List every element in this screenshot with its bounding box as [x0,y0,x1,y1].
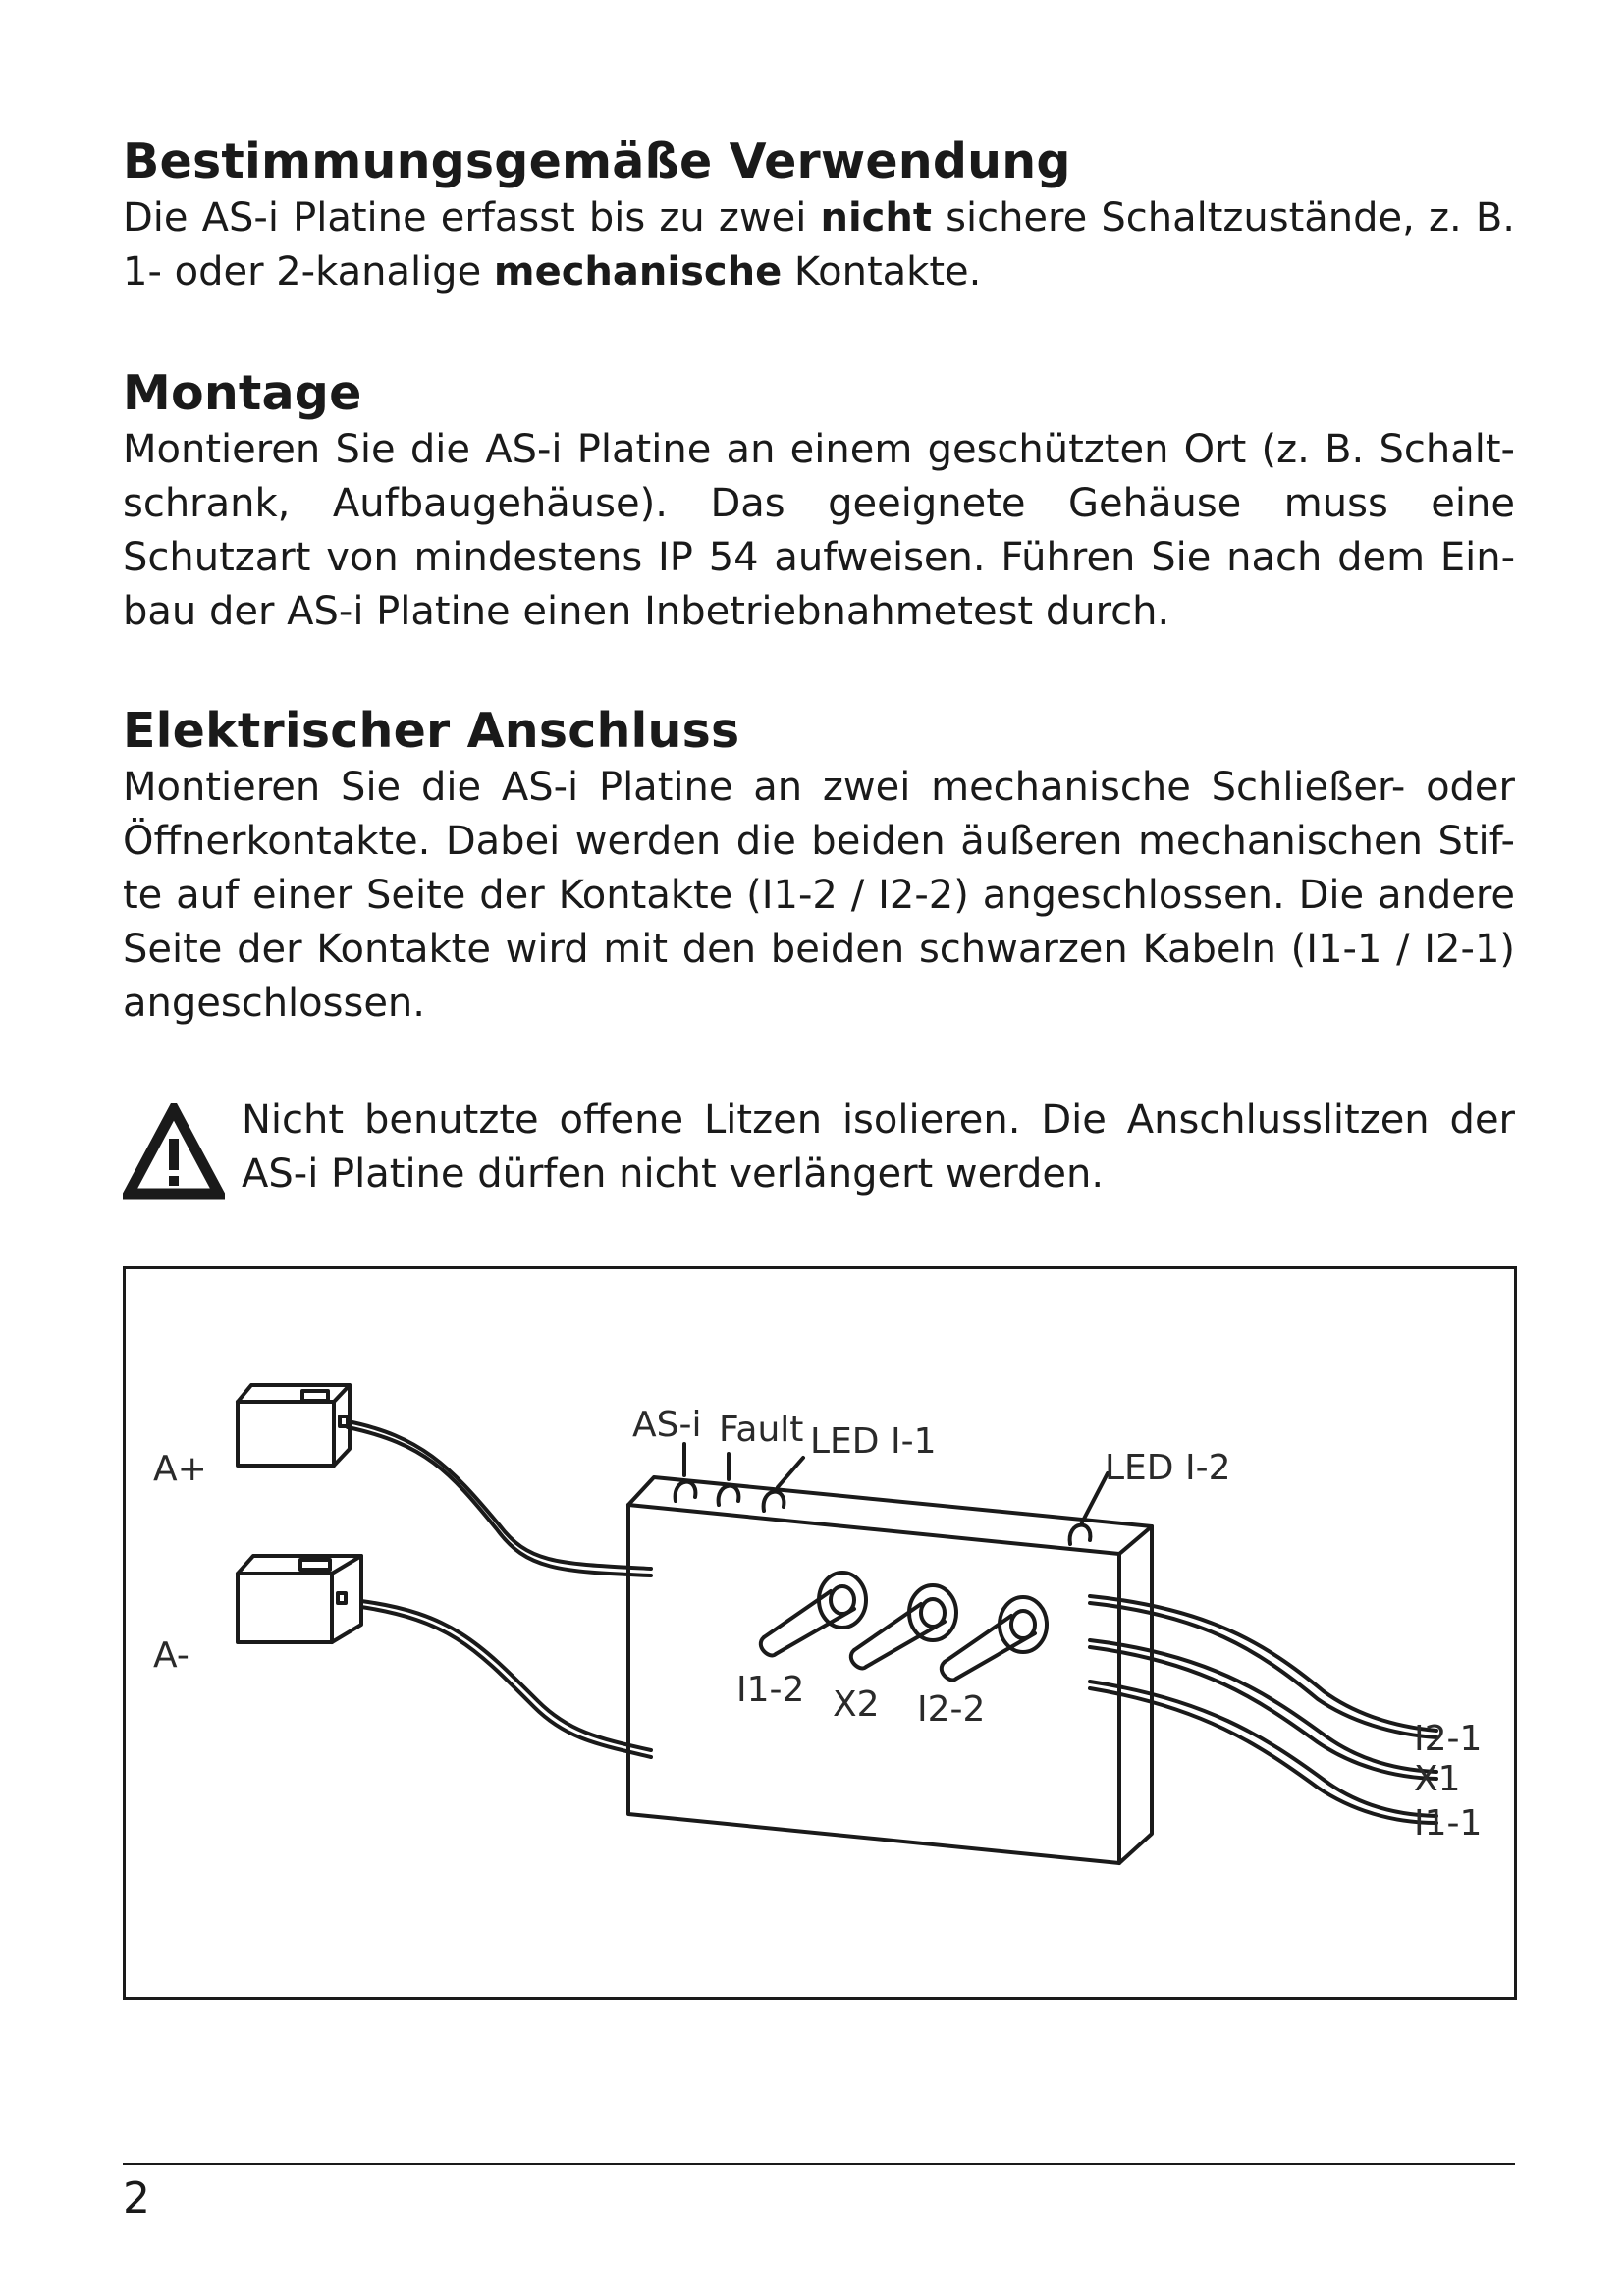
connector-a-minus [238,1556,361,1642]
heading-intended-use: Bestimmungsgemäße Verwendung [123,133,1071,189]
text-run: 1- oder 2-kanalige [123,249,494,294]
heading-electrical-connection: Elektrischer Anschluss [123,703,740,759]
label-a-minus: A- [153,1635,189,1676]
text-line: Nicht benutzte offene Litzen isolieren. Die Anschlusslitzen der [242,1097,1515,1143]
text-line: schrank, Aufbaugehäuse). Das geeignete Gehäuse muss eine [123,481,1515,526]
text-line: te auf einer Seite der Kontakte (I1-2 / I2-2) angeschlossen. Die andere [123,873,1515,918]
label-i1-2: I1-2 [736,1670,805,1710]
text-line: bau der AS-i Platine einen Inbetriebnahmetest durch. [123,589,1170,634]
wiring-diagram [123,1266,1517,2000]
warning-triangle-icon [123,1103,225,1201]
label-led-i1: LED I-1 [810,1421,937,1462]
bold-text: nicht [820,195,932,240]
paragraph-electrical-connection [123,761,1515,1031]
heading-mounting: Montage [123,365,362,421]
pcb-board [628,1477,1152,1863]
text-line [123,191,1515,245]
label-x1: X1 [1414,1759,1461,1799]
label-asi-led: AS-i [632,1405,702,1445]
paragraph-intended-use [123,191,1515,299]
text-run: Die AS-i Platine erfasst bis zu zwei [123,195,821,240]
section-electrical-connection [123,702,1515,1031]
text-line: Seite der Kontakte wird mit den beiden schwarzen Kabeln (I1-1 / I2-1) [123,927,1515,972]
label-led-i2: LED I-2 [1105,1448,1231,1488]
text-line: Öffnerkontakte. Dabei werden die beiden äußeren mechanischen Stif- [123,819,1515,864]
label-x2: X2 [833,1684,880,1725]
text-line: AS-i Platine dürfen nicht verlängert werden. [242,1151,1105,1197]
bold-text: mechanische [493,249,783,294]
page-number: 2 [123,2173,150,2223]
text-line: Montieren Sie die AS-i Platine an einem geschützten Ort (z. B. Schalt- [123,427,1515,472]
warning-text [242,1094,1515,1201]
text-line [123,245,1515,299]
label-i1-1: I1-1 [1414,1803,1483,1843]
paragraph-mounting [123,423,1515,639]
section-intended-use [123,133,1515,299]
text-line: angeschlossen. [123,981,425,1026]
footer-divider [123,2163,1515,2165]
connector-a-plus [238,1385,350,1466]
text-line: Schutzart von mindestens IP 54 aufweisen. Führen Sie nach dem Ein- [123,535,1515,580]
section-mounting [123,364,1515,639]
terminal-pins [761,1573,1047,1680]
label-i2-2: I2-2 [917,1689,986,1730]
label-i2-1: I2-1 [1414,1719,1483,1759]
text-line: Montieren Sie die AS-i Platine an zwei mechanische Schließer- oder [123,765,1515,810]
text-run: sichere Schaltzustände, z. B. [931,195,1516,240]
warning-note [123,1094,1515,1211]
label-a-plus: A+ [153,1449,207,1489]
text-run: Kontakte. [782,249,982,294]
wiring-diagram-drawing [126,1269,1514,1997]
label-fault-led: Fault [719,1410,804,1450]
